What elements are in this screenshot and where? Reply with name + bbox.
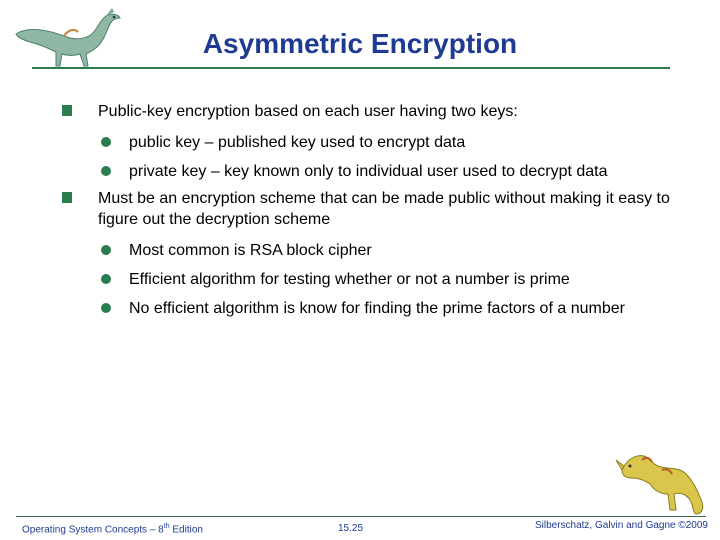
sub-bullet-text: No efficient algorithm is know for finding the prime factors of a number [129,300,625,317]
dinosaur-logo-bottom-icon [612,430,712,518]
bullet-list [62,101,702,327]
footer-divider [16,516,706,517]
slide-title: Asymmetric Encryption [202,28,518,59]
bullet-text: Must be an encryption scheme that can be made public without making it easy to figure out the decryption scheme [98,190,670,228]
list-item [62,298,702,319]
sub-bullet-text: Efficient algorithm for testing whether or not a number is prime [129,271,570,288]
sub-bullet-text: private key – key known only to individual user used to decrypt data [129,163,608,180]
footer-book-title [22,523,203,535]
round-bullet-icon [101,137,111,147]
square-bullet-icon [62,192,72,203]
bullet-text: Public-key encryption based on each user having two keys: [98,103,518,120]
square-bullet-icon [62,105,72,116]
title-divider [32,67,670,69]
round-bullet-icon [101,303,111,313]
list-item [62,188,702,230]
sub-bullet-text: Most common is RSA block cipher [129,242,372,259]
list-item [62,101,702,122]
footer-edition-text: Edition [169,524,203,536]
list-item [62,132,702,153]
footer-book-title-text: Operating System Concepts – 8 [22,524,164,536]
sub-bullet-text: public key – published key used to encrypt data [129,134,466,151]
list-item [62,161,702,182]
list-item [62,240,702,261]
footer-page-number: 15.25 [338,523,364,534]
round-bullet-icon [101,166,111,176]
round-bullet-icon [101,245,111,255]
footer-authors: Silberschatz, Galvin and Gagne ©2009 [534,520,708,531]
list-item [62,269,702,290]
round-bullet-icon [101,274,111,284]
footer-edition-sup: th [163,523,170,530]
